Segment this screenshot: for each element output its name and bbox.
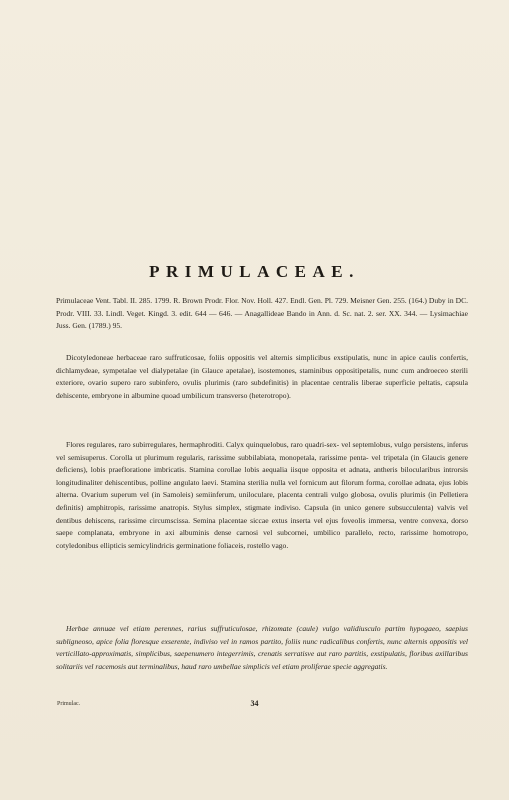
page-number: 34 <box>250 699 259 708</box>
family-title: PRIMULACEAE. <box>149 262 360 281</box>
herbae-description-paragraph: Herbae annuae vel etiam perennes, rarius suffruticulosae, rhizomate (caule) vulgo validiusculo partim hypogaeo, saepius subligneoso, apice folia floresque exserente, indiviso vel in ramos partito, foliis nunc radicalibus confertis, nunc alternis oppositis vel verticillato-approximatis, simplicibus, saepenumero integerrimis, crenatis serratisve aut raro partitis, exstipulatis, floribus axillaribus solitariis vel racemosis aut terminalibus, haud raro umbellae simplicis vel etiam proliferae specie aggregatis. <box>56 624 468 671</box>
synonymy-paragraph: Primulaceae Vent. Tabl. II. 285. 1799. R. Brown Prodr. Flor. Nov. Holl. 427. Endl. Gen. Pl. 729. Meisner Gen. 255. (164.) Duby in DC. Prodr. VIII. 33. Lindl. Veget. Kingd. 3. edit. 644 — 646. — Anagallideae Bando in Ann. d. Sc. nat. 2. ser. XX. 344. — Lysimachiae Juss. Gen. (1789.) 95. <box>56 296 468 331</box>
dicot-description-paragraph: Dicotyledoneae herbaceae raro suffruticosae, foliis oppositis vel alternis simplicibus exstipulatis, nunc in apice caulis confertis, dichlamydeae, sympetalae vel dialypetalae (in Glauce apetalae), isostemones, staminibus oppositipetalis, nunc cum androeceo sterili exteriore, ovario supero raro subinfero, ovulis plurimis (raro subdefinitis) in placentae centralis liberae superficie peltatis, capsula dehiscente, embryone in albumine quoad umbilicum transverso (heterotropo). <box>56 353 468 400</box>
footer-label: Primulac. <box>57 701 81 707</box>
flores-description-paragraph: Flores regulares, raro subirregulares, hermaphroditi. Calyx quinquelobus, raro quadri-sex- vel septemlobus, vulgo persistens, inferus vel semisuperus. Corolla ut plurimum regularis, rarissime subbilabiata, monopetala, rarissime penta- vel tripetala (in Glaucis genere deficiens), lobis praefloratione imbricatis. Stamina corollae lobis aequalia iisque opposita et adnata, antheris bilocularibus introrsis longitudinaliter dehiscentibus, polline angulato laevi. Stamina sterilia nulla vel fornicum aut filorum forma, corollae adnata, ejus lobis alterna. Ovarium superum vel (in Samoleis) semiinferum, uniloculare, placenta centrali vulgo globosa, ovulis plurimis (in Pelletiera definitis) amphitropis, rarissime anatropis. Stylus simplex, stigmate indiviso. Capsula (in unico genere subsucculenta) valvis vel dentibus dehiscens, rarissime circumscissa. Semina placentae siccae extus inserta vel ejus foveolis immersa, ventre convexa, dorso saepe complanata, embryone in axi albuminis dense carnosi vel subcornei, umbilico parallelo, recto, rarissime homotropo, cotyledonibus ellipticis semicylindricis germinatione foliaceis, rostello vago. <box>56 440 468 550</box>
